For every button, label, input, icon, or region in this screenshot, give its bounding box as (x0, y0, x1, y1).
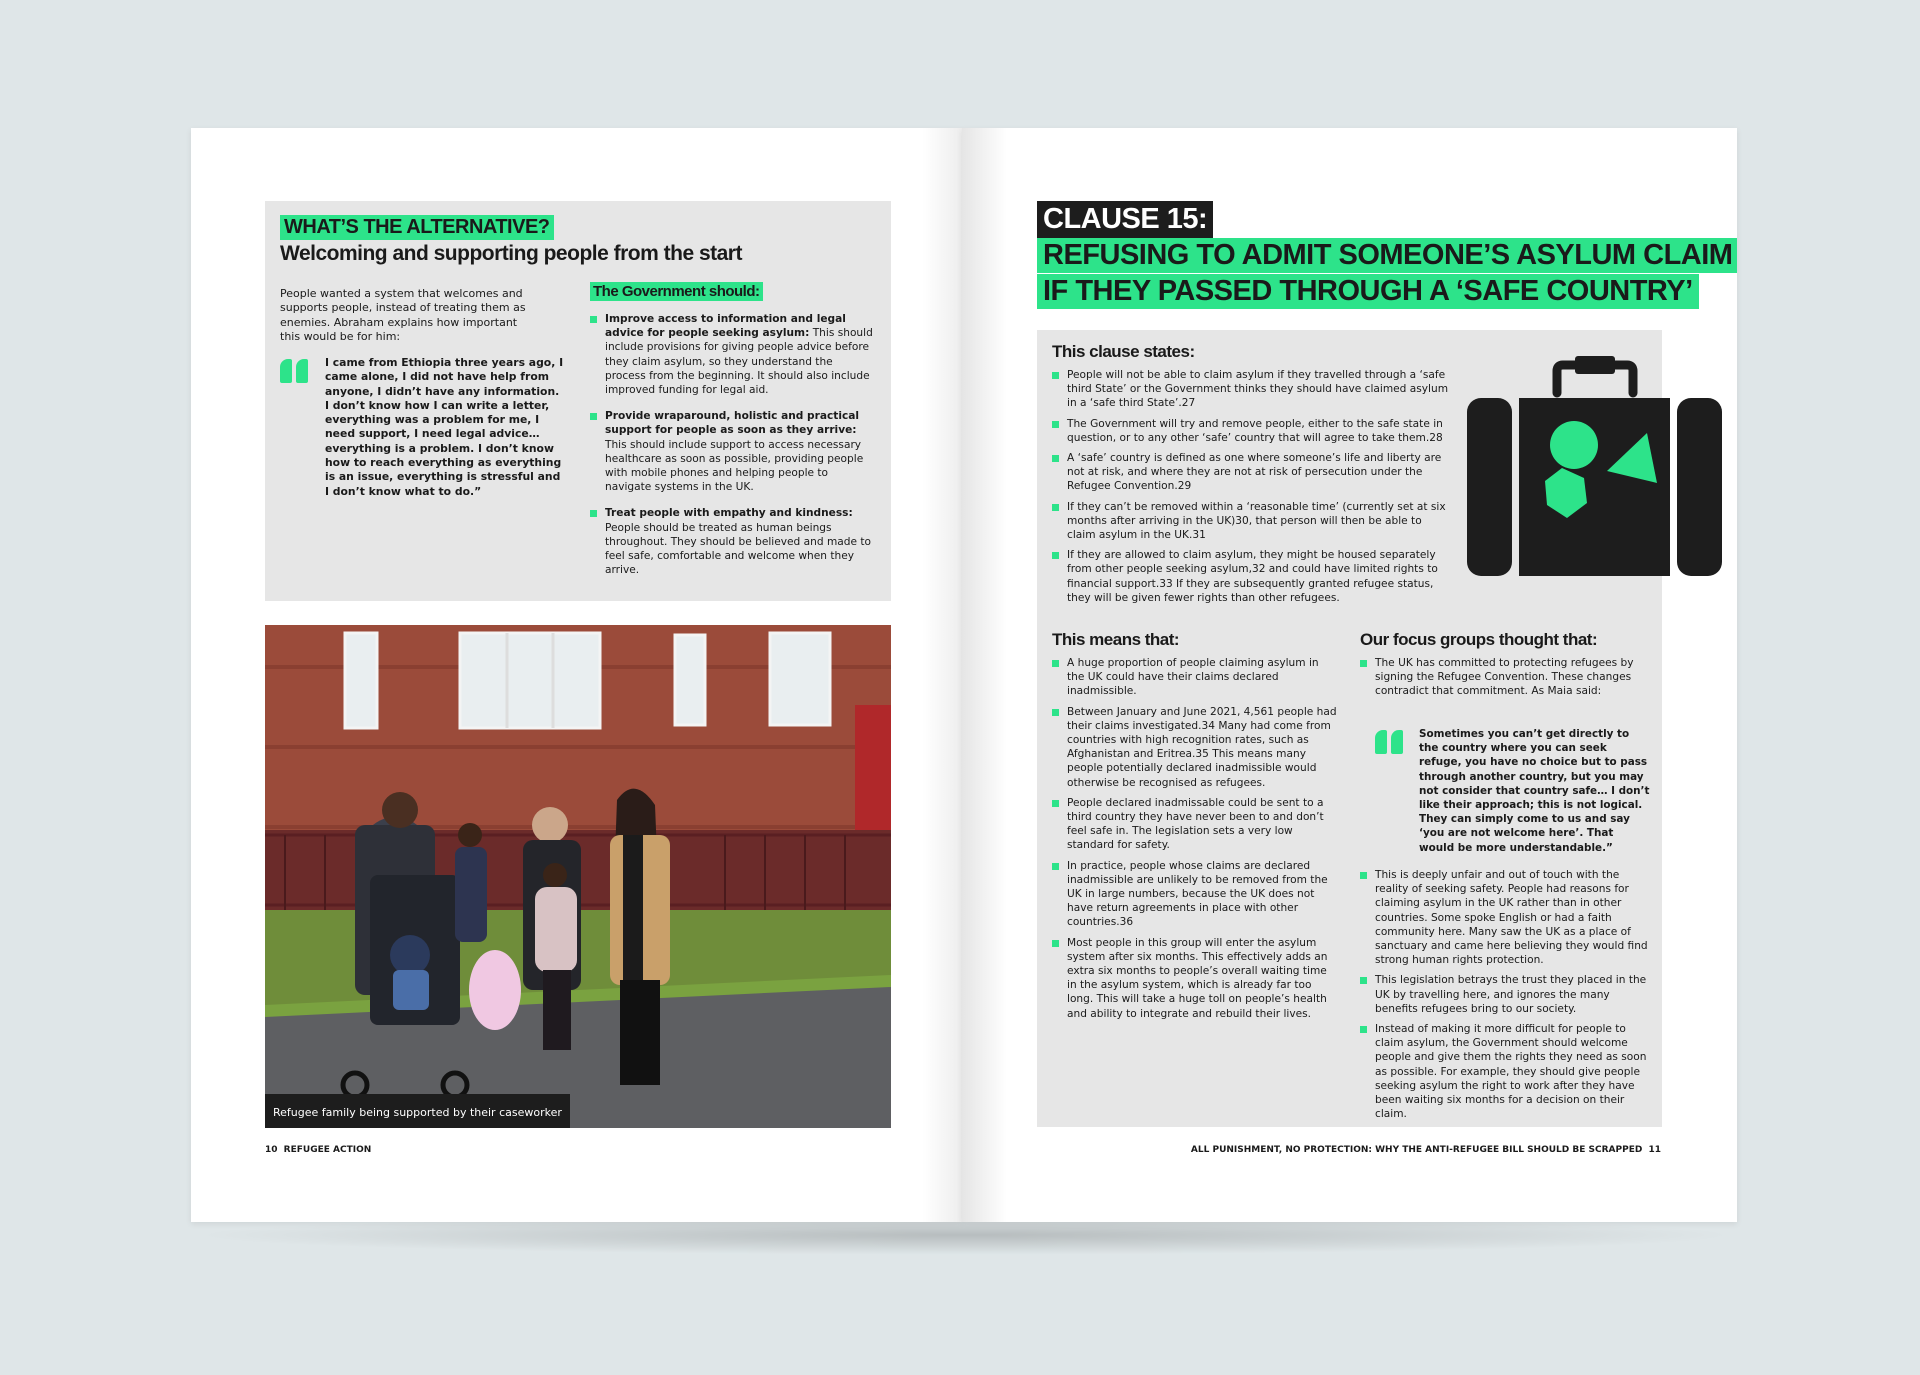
gov-list (590, 312, 875, 583)
clause-label-text: CLAUSE 15: (1043, 203, 1208, 235)
quote-icon (1375, 730, 1407, 758)
list-item: Instead of making it more difficult for people to claim asylum, the Government should welcome people and give them the rights they need as soon as possible. For example, they should give people seeking asylum the right to work after they have been waiting six months for a decision on their claim. (1360, 1022, 1650, 1121)
gutter-shade (922, 128, 962, 1222)
focus-heading: Our focus groups thought that: (1360, 630, 1598, 649)
list-item (590, 312, 875, 397)
focus-list (1360, 656, 1650, 705)
intro-text: People wanted a system that welcomes and supports people, instead of treating them as enemies. Abraham explains how important this would be for him: (280, 287, 526, 344)
family-photo (265, 625, 891, 1128)
list-item: A huge proportion of people claiming asylum in the UK could have their claims declared inadmissible. (1052, 656, 1337, 699)
list-item: A ‘safe’ country is defined as one where someone’s life and liberty are not at risk, and where they are not at risk of persecution under the Refugee Convention.29 (1052, 451, 1452, 494)
focus-list-continued (1360, 868, 1650, 1127)
photo-illustration (265, 625, 891, 1128)
clause-label (1037, 201, 1213, 238)
list-item-text: People should be treated as human beings throughout. They should be believed and made to feel safe, comfortable and welcome when they arrive. (605, 521, 872, 577)
list-item: If they are allowed to claim asylum, they might be housed separately from other people seeking asylum,32 and could have limited rights to financial support.33 If they are subsequently granted refugee status, they will be given fewer rights than other refugees. (1052, 548, 1452, 605)
footer-title: REFUGEE ACTION (283, 1145, 372, 1155)
alternative-panel (265, 201, 891, 601)
means-heading: This means that: (1052, 630, 1180, 649)
clause-title-line-2 (1037, 274, 1699, 309)
clause-title-line-1 (1037, 238, 1737, 273)
page-number: 11 (1648, 1145, 1661, 1155)
states-heading: This clause states: (1052, 342, 1195, 361)
suitcase-icon (1467, 353, 1722, 578)
quote-icon (280, 359, 312, 387)
footer-title: ALL PUNISHMENT, NO PROTECTION: WHY THE ANTI-REFUGEE BILL SHOULD BE SCRAPPED (1190, 1145, 1643, 1155)
list-item: This legislation betrays the trust they placed in the UK by travelling here, and ignores the many benefits refugees bring to our society. (1360, 973, 1650, 1016)
left-footer (265, 1145, 371, 1155)
clause-title-text: REFUSING TO ADMIT SOMEONE’S ASYLUM CLAIM (1043, 239, 1733, 271)
list-item-bold: Improve access to information and legal advice for people seeking asylum: (605, 313, 846, 340)
list-item-bold: Treat people with empathy and kindness: (605, 507, 853, 520)
list-item (590, 409, 875, 494)
right-footer (1191, 1145, 1661, 1155)
list-item: This is deeply unfair and out of touch with the reality of seeking safety. People had reasons for claiming asylum in the UK rather than in other countries. Some spoke English or had a faith community here. Many saw the UK as a place of sanctuary and came here believing they would find strong human rights protection. (1360, 868, 1650, 967)
left-page (191, 128, 962, 1222)
gov-heading: The Government should: (590, 282, 763, 301)
maia-quote: Sometimes you can’t get directly to the country where you can seek refuge, you have no choice but to pass through another country, but you may not consider that country safe… I don’t like their approach; this is not logical. They can simply come to us and say ‘you are not welcome here’. That would be more understandable.” (1419, 728, 1650, 854)
list-item: People declared inadmissable could be sent to a third country they have never been to and don’t feel safe in. The legislation sets a very low standard for safety. (1052, 796, 1337, 853)
photo-caption: Refugee family being supported by their caseworker (273, 1106, 562, 1119)
means-list (1052, 656, 1337, 1027)
page-number: 10 (265, 1145, 278, 1155)
list-item: If they can’t be removed within a ‘reasonable time’ (currently set at six months after arriving in the UK)30, that person will then be able to claim asylum in the UK.31 (1052, 500, 1452, 543)
states-list (1052, 368, 1452, 611)
list-item-text: This should include support to access necessary healthcare as soon as possible, providing people with mobile phones and helping people to navigate systems in the UK. (605, 438, 864, 494)
list-item: People will not be able to claim asylum if they travelled through a ‘safe third State’ or the Government thinks they should have claimed asylum in a ‘safe third State’.27 (1052, 368, 1452, 411)
alternative-heading: WHAT’S THE ALTERNATIVE? (280, 215, 554, 240)
list-item: Most people in this group will enter the asylum system after six months. This effectively adds an extra six months to people’s overall waiting time in the asylum system, which is already far too long. This will take a huge toll on people’s health and ability to integrate and rebuild their lives. (1052, 936, 1337, 1021)
gutter-shade (962, 128, 1007, 1222)
alternative-subheading: Welcoming and supporting people from the start (280, 242, 742, 265)
list-item (590, 506, 875, 577)
list-item-bold: Provide wraparound, holistic and practical support for people as soon as they arrive: (605, 410, 860, 437)
clause-title-text: IF THEY PASSED THROUGH A ‘SAFE COUNTRY’ (1043, 275, 1693, 307)
list-item: The Government will try and remove people, either to the safe state in question, or to any other ‘safe’ country that will agree to take them.28 (1052, 417, 1452, 445)
list-item: Between January and June 2021, 4,561 people had their claims investigated.34 Many had come from countries with high recognition rates, such as Afghanistan and Eritrea.35 This means many people potentially declared inadmissible would otherwise be recognised as refugees. (1052, 705, 1337, 790)
abraham-quote: I came from Ethiopia three years ago, I came alone, I did not have help from anyone, I didn’t have any information. I don’t know how I can write a letter, everything was a problem for me, I need support, I need legal advice… everything is a problem. I don’t know how to reach everything as everything is an issue, everything is stressful and I don’t know what to do.” (325, 356, 564, 498)
list-item-text: This should include provisions for giving people advice before they claim asylum, so they understand the process from the beginning. It should also include improved funding for legal aid. (605, 327, 873, 397)
right-page (962, 128, 1737, 1222)
list-item: In practice, people whose claims are declared inadmissible are unlikely to be removed from the UK in large numbers, because the UK does not have return agreements in place with other countries.36 (1052, 859, 1337, 930)
photo-caption-box (265, 1094, 570, 1128)
list-item: The UK has committed to protecting refugees by signing the Refugee Convention. These changes contradict that commitment. As Maia said: (1360, 656, 1650, 699)
